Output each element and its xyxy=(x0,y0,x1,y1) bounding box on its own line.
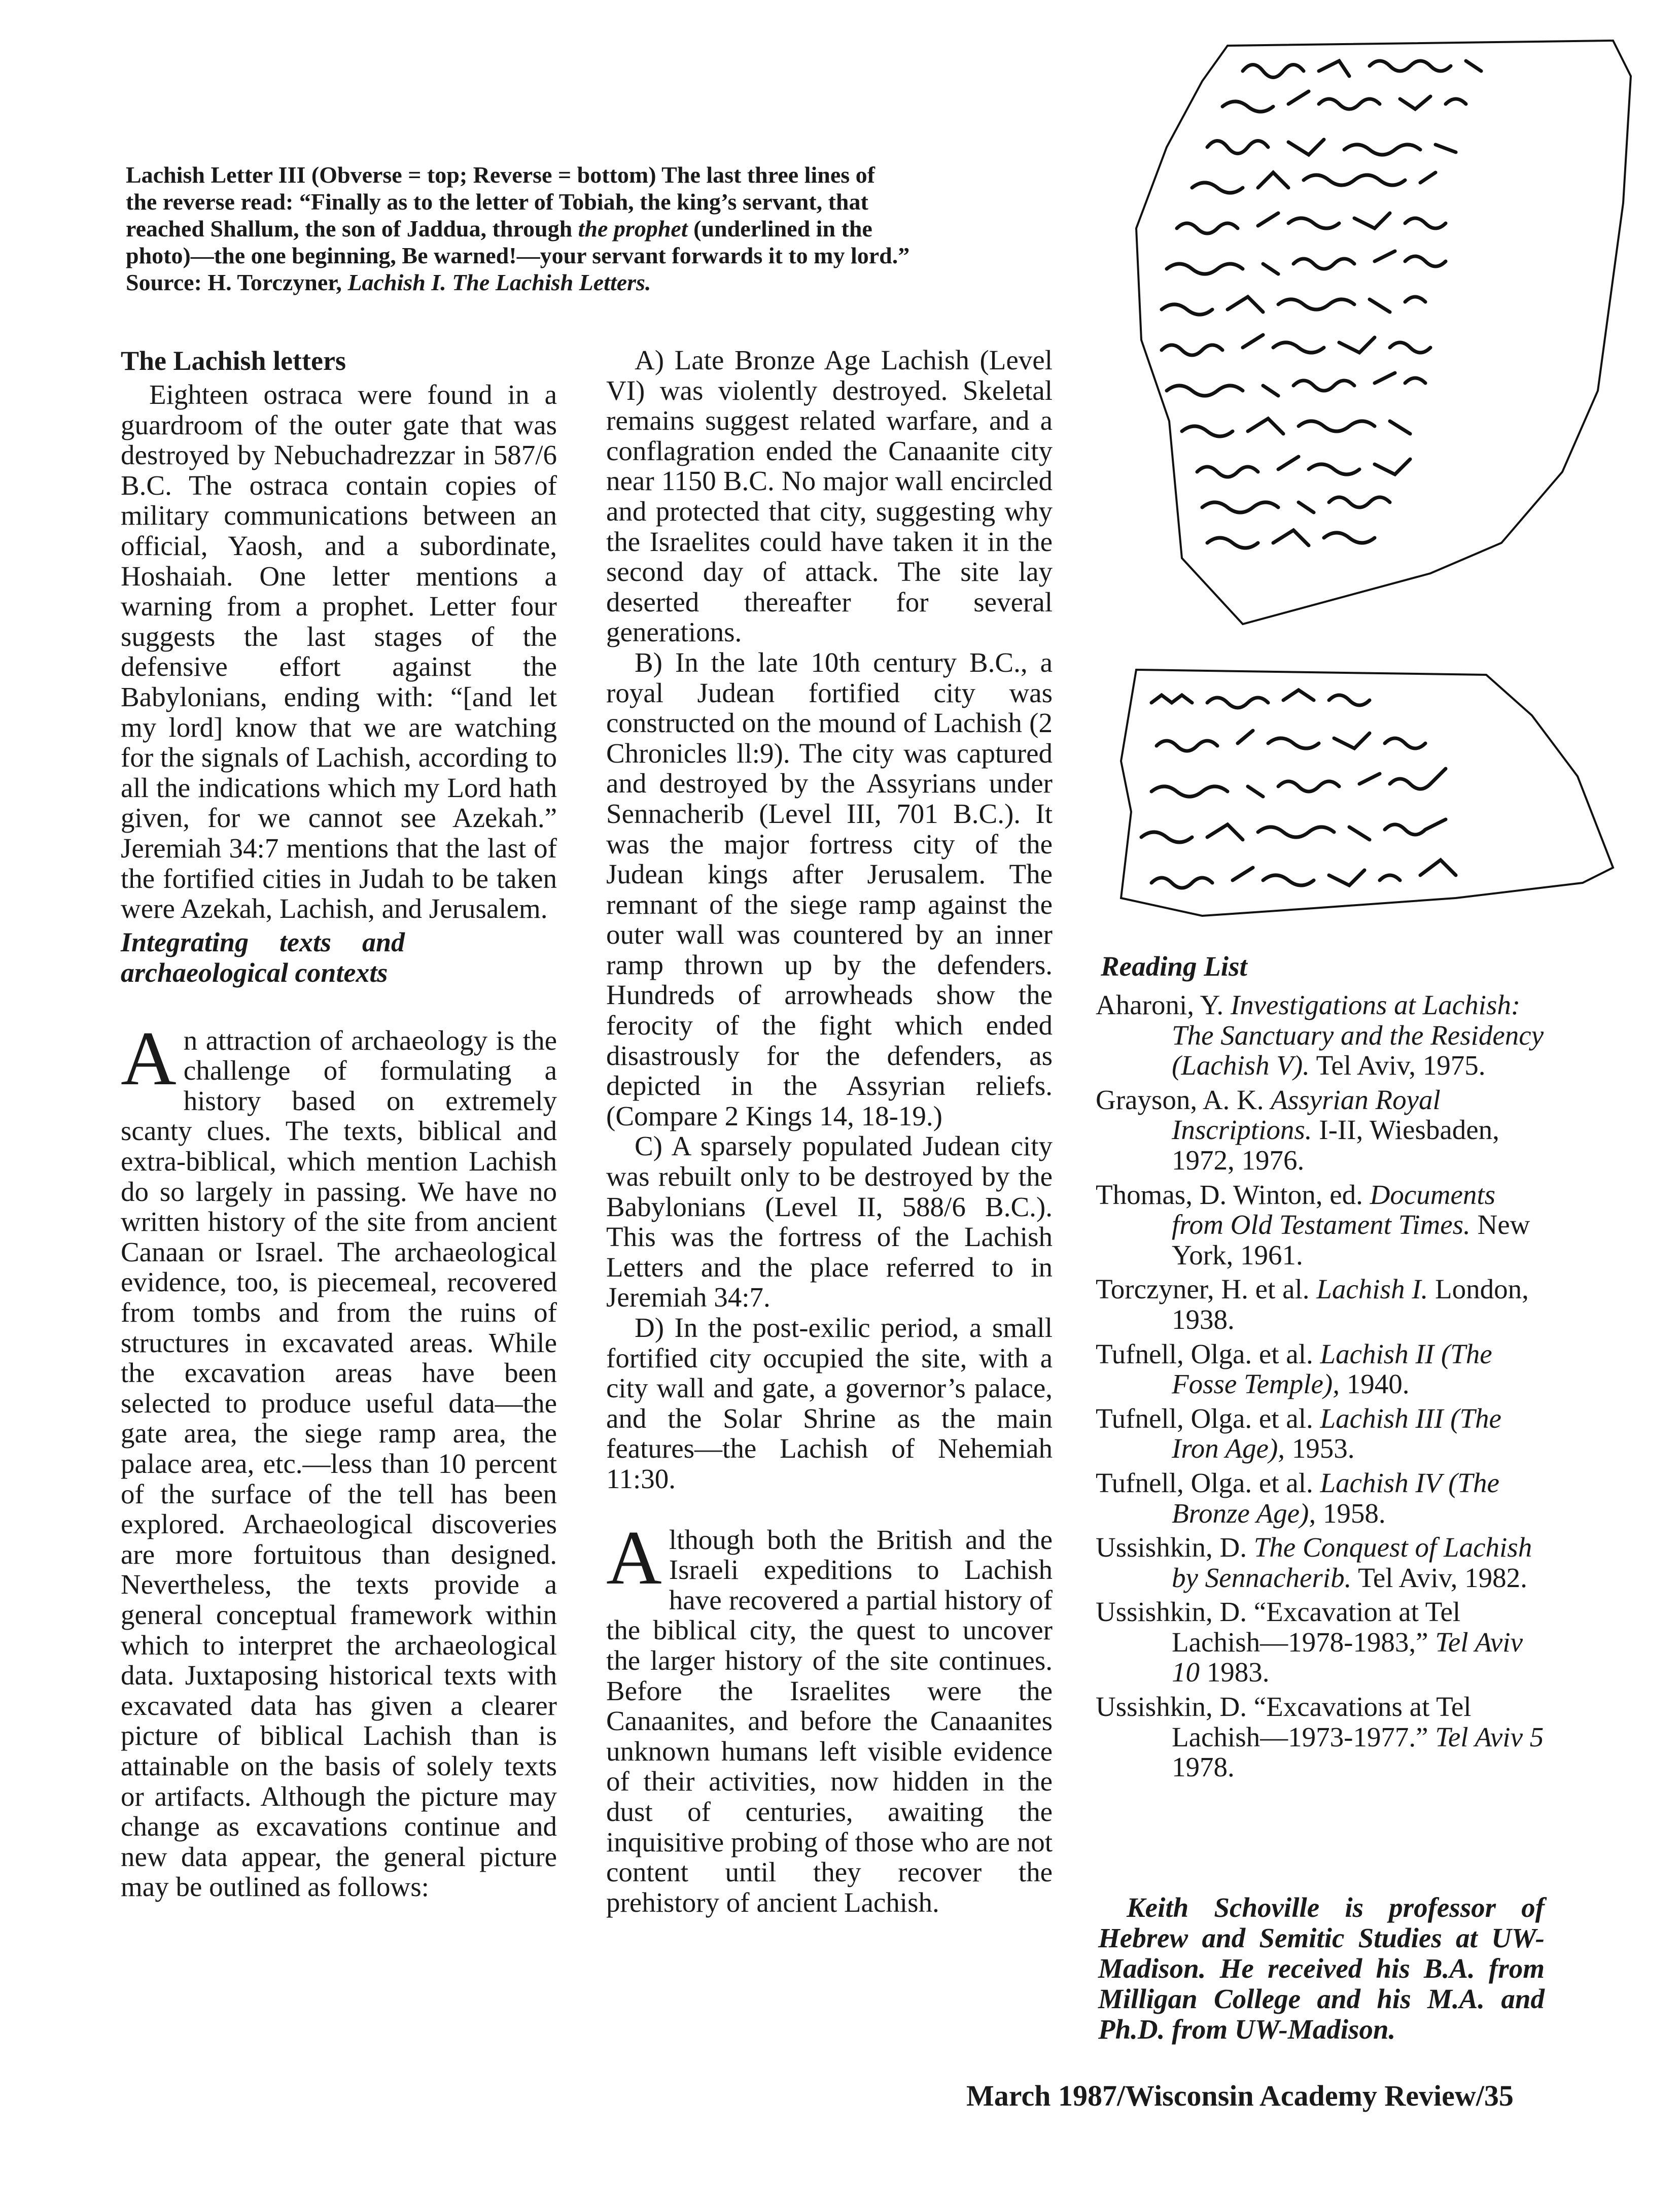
reference-item xyxy=(1096,1180,1552,1270)
reference-author: Tufnell, Olga. et al. xyxy=(1096,1338,1320,1369)
column-middle xyxy=(606,345,1053,1917)
reading-list-items xyxy=(1096,990,1552,1782)
reference-author: Torczyner, H. et al. xyxy=(1096,1274,1317,1305)
subsection-heading: Integrating texts and archaeological contexts xyxy=(121,926,405,988)
caption-line: the reverse read: “Finally as to the letter of Tobiah, the king’s servant, that xyxy=(126,189,868,215)
reference-title: Tel Aviv 10 xyxy=(1172,1626,1523,1688)
reference-item xyxy=(1096,990,1552,1081)
caption-line: Lachish Letter III (Obverse = top; Reverse = bottom) The last three lines of xyxy=(126,162,875,188)
reference-item xyxy=(1096,1339,1552,1399)
author-bio-text: Keith Schoville is professor of Hebrew and Semitic Studies at UW-Madison. He received his B.A. from Milligan College and his M.A. and Ph.D. from UW-Madison. xyxy=(1098,1892,1545,2045)
ostracon-obverse-drawing xyxy=(1126,36,1638,629)
reference-title: Lachish I. xyxy=(1316,1274,1428,1305)
reference-publication: 1983. xyxy=(1200,1657,1270,1688)
reference-title: Lachish IV (The Bronze Age), xyxy=(1172,1467,1499,1529)
drop-cap: A xyxy=(121,1015,177,1101)
reference-author: Thomas, D. Winton, ed. xyxy=(1096,1179,1370,1210)
reference-author: Ussishkin, D. xyxy=(1096,1532,1254,1563)
paragraph-dropcap: An attraction of archaeology is the challenge of formulating a history based on extremely scanty clues. The texts, biblical and extra-biblical, which mention Lachish do so largely in passing. We have no written history of the site from ancient Canaan or Israel. The archaeological evidence, too, is piecemeal, recovered from tombs and from the ruins of structures in excavated areas. While the excavation areas have been selected to produce useful data—the gate area, the siege ramp area, the palace area, etc.—less than 10 percent of the surface of the tell has been explored. Archaeological discoveries are more fortuitous than designed. Nevertheless, the texts provide a general conceptual framework within which to interpret the archaeological data. Juxtaposing historical texts with excavated data has given a clearer picture of biblical Lachish than is attainable on the basis of solely texts or artifacts. Although the picture may change as excavations continue and new data appear, the general picture may be outlined as follows: xyxy=(121,1015,557,1903)
section-heading: The Lachish letters xyxy=(121,346,346,376)
reference-publication: 1958. xyxy=(1316,1497,1386,1529)
reference-publication: London, 1938. xyxy=(1172,1274,1529,1335)
reference-author: Tufnell, Olga. et al. xyxy=(1096,1402,1320,1434)
paragraph-dropcap: Although both the British and the Israeli expeditions to Lachish have recovered a partial history of the biblical city, the quest to uncover the larger history of the site continues. Before the Israelites were the Canaanites, and before the Canaanites unknown humans left visible evidence of their activities, now hidden in the dust of centuries, awaiting the inquisitive probing of those who are not content until they recover the prehistory of ancient Lachish. xyxy=(606,1515,1053,1918)
caption-line: reached Shallum, the son of Jaddua, through the prophet (underlined in the xyxy=(126,216,872,242)
reference-item xyxy=(1096,1085,1552,1176)
reference-title: Assyrian Royal Inscriptions. xyxy=(1172,1084,1441,1146)
reference-item xyxy=(1096,1468,1552,1528)
ostracon-reverse-drawing xyxy=(1101,660,1628,923)
reference-item xyxy=(1096,1403,1552,1464)
reference-publication: 1940. xyxy=(1340,1368,1410,1400)
reference-title: Tel Aviv 5 xyxy=(1435,1721,1544,1752)
reference-author: Ussishkin, D. “Excavations at Tel Lachish—1973-1977.” xyxy=(1096,1691,1472,1752)
reference-title: Lachish III (The Iron Age), xyxy=(1172,1402,1501,1464)
paragraph: B) In the late 10th century B.C., a royal Judean fortified city was constructed on the mound of Lachish (2 Chronicles ll:9). The city was captured and destroyed by the Assyrians under Sennacherib (Level III, 701 B.C.). It was the major fortress city of the Judean kings after Jerusalem. The remnant of the siege ramp against the outer wall was countered by an inner ramp thrown up by the defenders. Hundreds of arrowheads show the ferocity of the fight which ended disastrously for the defenders, as depicted in the Assyrian reliefs. (Compare 2 Kings 14, 18-19.) xyxy=(606,646,1053,1131)
reference-publication: Tel Aviv, 1975. xyxy=(1309,1050,1486,1081)
paragraph: A) Late Bronze Age Lachish (Level VI) was violently destroyed. Skeletal remains suggest related warfare, and a conflagration ended the Canaanite city near 1150 B.C. No major wall encircled and protected that city, suggesting why the Israelites could have taken it in the second day of attack. The site lay deserted thereafter for several generations. xyxy=(606,345,1053,648)
reference-title: Investigations at Lachish: The Sanctuary and the Residency (Lachish V). xyxy=(1172,989,1544,1081)
page-footer: March 1987/Wisconsin Academy Review/35 xyxy=(966,2079,1514,2112)
reference-title: Lachish II (The Fosse Temple), xyxy=(1172,1338,1492,1400)
reference-author: Aharoni, Y. xyxy=(1096,989,1231,1020)
reference-publication: Tel Aviv, 1982. xyxy=(1351,1562,1527,1593)
reference-publication: I-II, Wiesbaden, 1972, 1976. xyxy=(1172,1114,1499,1176)
reference-author: Ussishkin, D. “Excavation at Tel Lachish—1978-1983,” xyxy=(1096,1596,1461,1658)
caption-source: Source: H. Torczyner, Lachish I. The Lachish Letters. xyxy=(126,269,651,295)
reference-item xyxy=(1096,1274,1552,1334)
reference-publication: New York, 1961. xyxy=(1172,1209,1530,1270)
reference-author: Grayson, A. K. xyxy=(1096,1084,1271,1115)
paragraph: D) In the post-exilic period, a small fortified city occupied the site, with a city wall and gate, a governor’s palace, and the Solar Shrine as the main features—the Lachish of Nehemiah 11:30. xyxy=(606,1312,1053,1494)
reference-item xyxy=(1096,1597,1552,1688)
caption-line: photo)—the one beginning, Be warned!—your servant forwards it to my lord.” xyxy=(126,243,910,268)
column-left xyxy=(121,345,557,1902)
reference-item xyxy=(1096,1532,1552,1593)
reference-title: The Conquest of Lachish by Sennacherib. xyxy=(1172,1532,1532,1593)
reference-publication: 1978. xyxy=(1172,1751,1235,1783)
author-bio xyxy=(1098,1893,1545,2045)
figure-caption xyxy=(126,161,1019,296)
paragraph: Eighteen ostraca were found in a guardroom of the outer gate that was destroyed by Nebuchadrezzar in 587/6 B.C. The ostraca contain copies of military communications between an official, Yaosh, and a subordinate, Hoshaiah. One letter mentions a warning from a prophet. Letter four suggests the last stages of the defensive effort against the Babylonians, ending with: “[and let my lord] know that we are watching for the signals of Lachish, according to all the indications which my Lord hath given, for we cannot see Azekah.” Jeremiah 34:7 mentions that the last of the fortified cities in Judah to be taken were Azekah, Lachish, and Jerusalem. xyxy=(121,379,557,924)
reference-item xyxy=(1096,1692,1552,1782)
reading-list xyxy=(1096,951,1552,1786)
drop-cap: A xyxy=(606,1515,662,1600)
reading-list-heading: Reading List xyxy=(1101,951,1247,982)
reference-title: Documents from Old Testament Times. xyxy=(1172,1179,1496,1241)
reference-publication: 1953. xyxy=(1285,1433,1355,1464)
paragraph: C) A sparsely populated Judean city was rebuilt only to be destroyed by the Babylonians (Level II, 588/6 B.C.). This was the fortress of the Lachish Letters and the place referred to in Jeremiah 34:7. xyxy=(606,1130,1053,1313)
reference-author: Tufnell, Olga. et al. xyxy=(1096,1467,1320,1498)
